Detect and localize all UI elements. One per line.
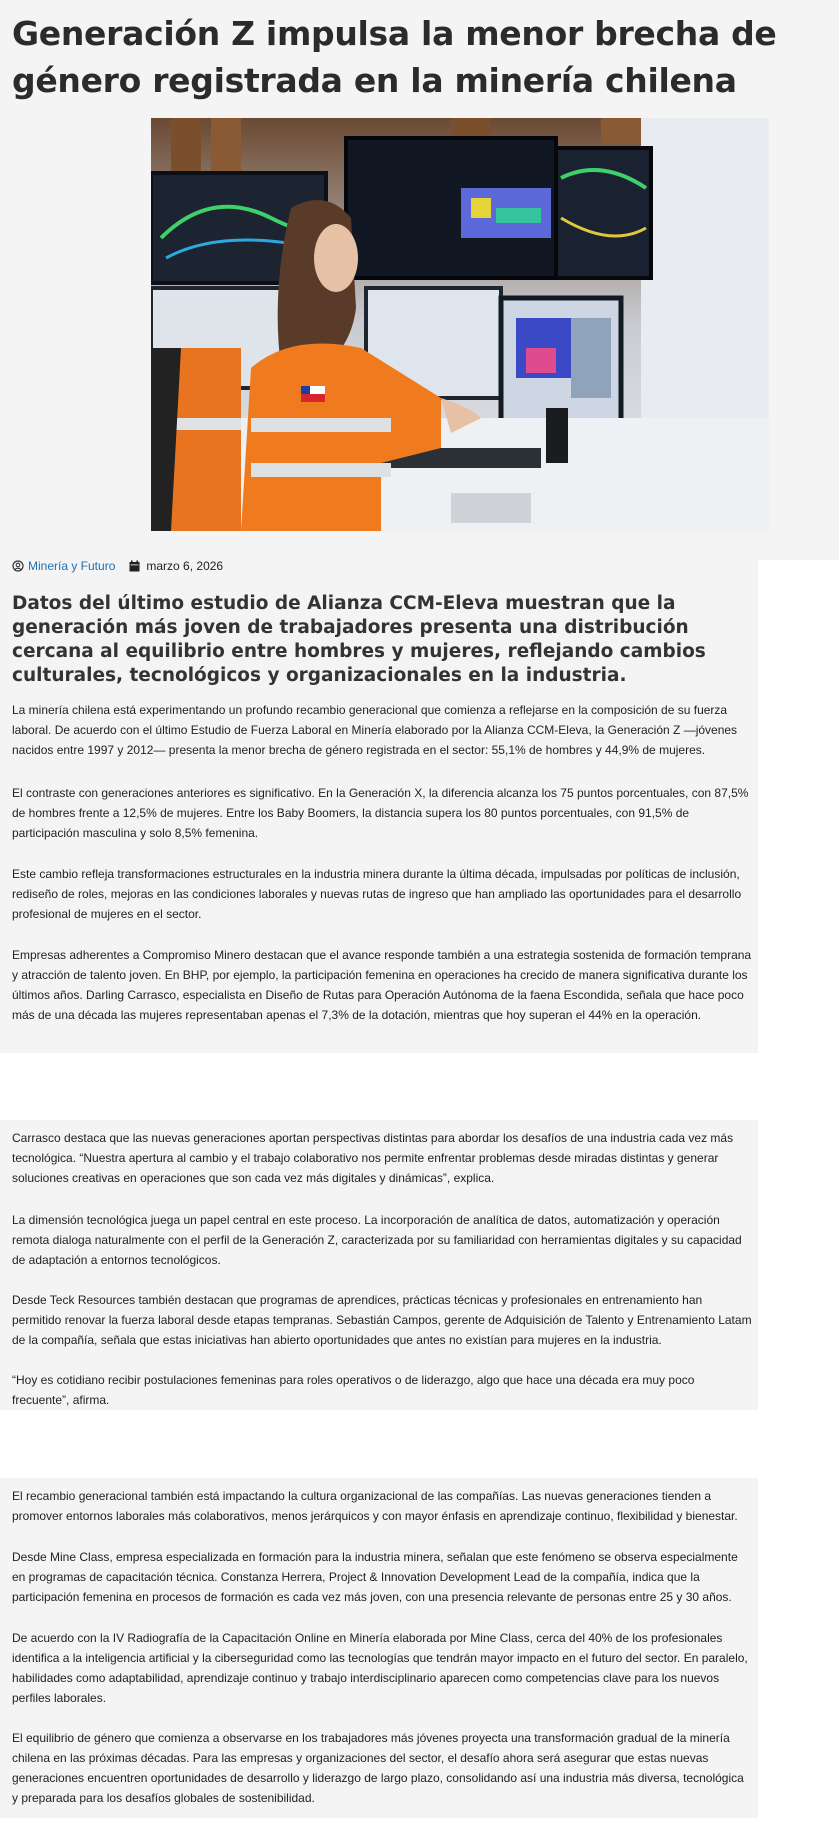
paragraph: Carrasco destaca que las nuevas generaciones aportan perspectivas distintas para abordar los desafíos de una industria cada vez más tecnológica. “Nuestra apertura al cambio y el trabajo colaborativo nos permite enfrentar problemas desde miradas distintas y generar soluciones creativas en operaciones que son cada vez más digitales y dinámicas”, explica. xyxy=(12,1131,734,1185)
user-circle-icon xyxy=(12,560,24,572)
category-link[interactable]: Minería y Futuro xyxy=(28,559,116,573)
hero-photo xyxy=(151,118,769,531)
paragraph: El equilibrio de género que comienza a observarse en los trabajadores más jóvenes proyecta una transformación gradual de la minería chilena en las próximas décadas. Para las empresas y organizaciones del sector, el desafío ahora será asegurar que estas nuevas generaciones encuentren oportunidades de desarrollo y liderazgo de largo plazo, consolidando así una industria más diversa, tecnológica y preparada para los desafíos globales de sostenibilidad. xyxy=(12,1731,744,1805)
paragraph: El contraste con generaciones anteriores es significativo. En la Generación X, la diferencia alcanza los 75 puntos porcentuales, con 87,5% de hombres frente a 12,5% de mujeres. Entre los Baby Boomers, la distancia supera los 80 puntos porcentuales, con 91,5% de participación masculina y solo 8,5% femenina. xyxy=(12,786,749,840)
paragraph: De acuerdo con la IV Radiografía de la Capacitación Online en Minería elaborada por Mine Class, cerca del 40% de los profesionales identifica a la inteligencia artificial y la ciberseguridad como las tecnologías que tendrán mayor impacto en el futuro del sector. En paralelo, habilidades como adaptabilidad, aprendizaje continuo y trabajo interdisciplinario aparecen como competencias clave para los nuevos perfiles laborales. xyxy=(12,1631,748,1705)
article-meta xyxy=(12,556,223,576)
paragraph: La minería chilena está experimentando un profundo recambio generacional que comienza a reflejarse en la composición de su fuerza laboral. De acuerdo con el último Estudio de Fuerza Laboral en Minería elaborado por la Alianza CCM-Eleva, la Generación Z —jóvenes nacidos entre 1997 y 2012— presenta la menor brecha de género registrada en el sector: 55,1% de hombres y 44,9% de mujeres. xyxy=(12,703,738,757)
paragraph: “Hoy es cotidiano recibir postulaciones femeninas para roles operativos o de liderazgo, algo que hace una década era muy poco frecuente”, afirma. xyxy=(12,1373,695,1407)
article-title: Generación Z impulsa la menor brecha de género registrada en la minería chilena xyxy=(12,14,777,100)
paragraph: Empresas adherentes a Compromiso Minero destacan que el avance responde también a una estrategia sostenida de formación temprana y atracción de talento joven. En BHP, por ejemplo, la participación femenina en operaciones ha crecido de manera significativa durante los últimos años. Darling Carrasco, especialista en Diseño de Rutas para Operación Autónoma de la faena Escondida, señala que hace poco más de una década las mujeres representaban apenas el 7,3% de la dotación, mientras que hoy superan el 44% en la operación. xyxy=(12,948,752,1022)
hero-illustration xyxy=(151,118,769,531)
article-date: marzo 6, 2026 xyxy=(146,559,224,573)
paragraph: El recambio generacional también está impactando la cultura organizacional de las compañías. Las nuevas generaciones tienden a promover entornos laborales más colaborativos, menos jerárquicos y con mayor énfasis en aprendizaje continuo, flexibilidad y bienestar. xyxy=(12,1489,738,1523)
paragraph: Desde Mine Class, empresa especializada en formación para la industria minera, señalan que este fenómeno se observa especialmente en programas de capacitación técnica. Constanza Herrera, Project & Innovation Development Lead de la compañía, indica que la participación femenina en procesos de formación es cada vez más joven, con una presencia relevante de personas entre 25 y 30 años. xyxy=(12,1550,738,1604)
paragraph: Desde Teck Resources también destacan que programas de aprendices, prácticas técnicas y profesionales en entrenamiento han permitido renovar la fuerza laboral desde etapas tempranas. Sebastián Campos, gerente de Adquisición de Talento y Entrenamiento Latam de la compañía, señala que estas iniciativas han abierto oportunidades que antes no existían para mujeres en la industria. xyxy=(12,1293,752,1347)
paragraph: La dimensión tecnológica juega un papel central en este proceso. La incorporación de analítica de datos, automatización y operación remota dialoga naturalmente con el perfil de la Generación Z, caracterizada por su familiaridad con herramientas digitales y su capacidad de adaptación a entornos tecnológicos. xyxy=(12,1213,742,1267)
paragraph: Este cambio refleja transformaciones estructurales en la industria minera durante la última década, impulsadas por políticas de inclusión, rediseño de roles, mejoras en las condiciones laborales y nuevas rutas de ingreso que han ampliado las oportunidades para el desarrollo profesional de mujeres en el sector. xyxy=(12,867,742,921)
calendar-icon xyxy=(129,560,140,572)
article-lead: Datos del último estudio de Alianza CCM-Eleva muestran que la generación más joven de trabajadores presenta una distribución cercana al equilibrio entre hombres y mujeres, reflejando cambios culturales, tecnológicos y organizacionales en la industria. xyxy=(12,593,706,686)
